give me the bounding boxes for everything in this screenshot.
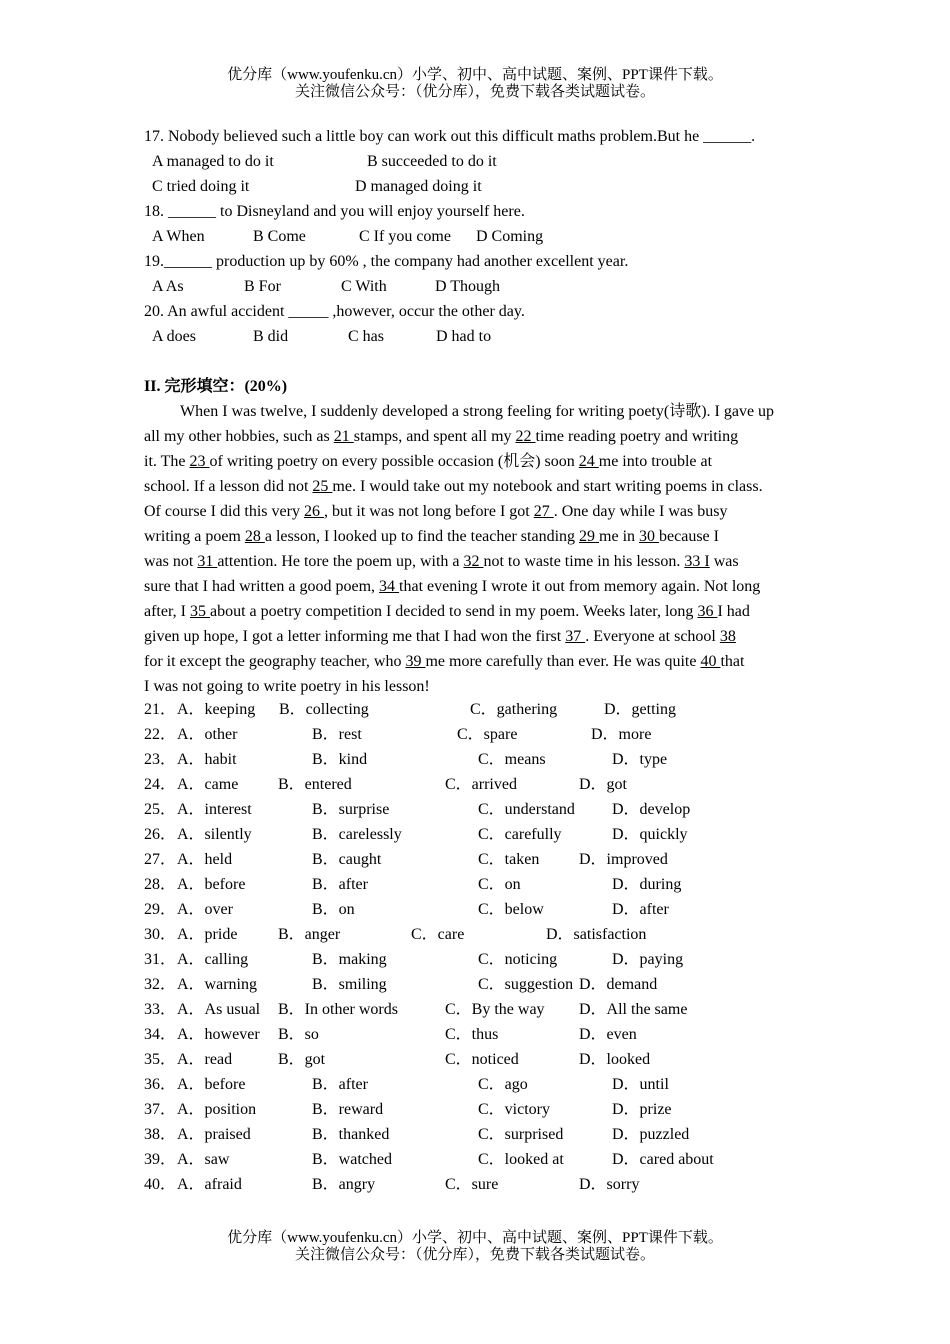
option-d: D．demand bbox=[579, 976, 658, 993]
blank-34: 34 bbox=[379, 578, 400, 595]
q20-option-d: D had to bbox=[436, 328, 492, 345]
q18-option-a: A When bbox=[152, 228, 205, 245]
option-d: D．All the same bbox=[579, 1001, 688, 1018]
option-b: B．got bbox=[278, 1051, 326, 1068]
option-a: A．other bbox=[177, 726, 238, 743]
option-b: B．making bbox=[312, 951, 387, 968]
option-b: B．so bbox=[278, 1026, 319, 1043]
header-line-1: 优分库（www.youfenku.cn）小学、初中、高中试题、案例、PPT课件下载。 bbox=[227, 67, 723, 83]
option-number: 39． bbox=[144, 1151, 177, 1168]
option-row bbox=[144, 775, 864, 795]
passage-line-9: after, I 35 about a poetry competition I decided to send in my poem. Weeks later, long 36 I had bbox=[144, 603, 750, 620]
option-c: C．gathering bbox=[470, 701, 558, 718]
blank-31: 31 bbox=[197, 553, 218, 570]
option-d: D．getting bbox=[604, 701, 676, 718]
option-row bbox=[144, 925, 864, 945]
option-row bbox=[144, 1125, 864, 1145]
option-a: A．habit bbox=[177, 751, 237, 768]
option-row bbox=[144, 1175, 864, 1195]
blank-37: 37 bbox=[565, 628, 586, 645]
option-row bbox=[144, 725, 864, 745]
option-d: D．even bbox=[579, 1026, 637, 1043]
option-a: A．held bbox=[177, 851, 233, 868]
option-number: 34． bbox=[144, 1026, 177, 1043]
option-a: A．interest bbox=[177, 801, 252, 818]
option-number: 31． bbox=[144, 951, 177, 968]
option-a: A．before bbox=[177, 876, 246, 893]
q17-option-c: C tried doing it bbox=[152, 178, 250, 195]
page-header bbox=[0, 67, 950, 101]
blank-39: 39 bbox=[405, 653, 426, 670]
option-a: A．saw bbox=[177, 1151, 230, 1168]
q19-option-b: B For bbox=[244, 278, 281, 295]
option-c: C．care bbox=[411, 926, 465, 943]
passage-line-4: school. If a lesson did not 25 me. I would take out my notebook and start writing poems in class. bbox=[144, 478, 763, 495]
option-c: C．noticed bbox=[445, 1051, 519, 1068]
option-b: B．anger bbox=[278, 926, 341, 943]
option-row bbox=[144, 900, 864, 920]
q17-option-d: D managed doing it bbox=[355, 178, 482, 195]
option-row bbox=[144, 1100, 864, 1120]
option-number: 23． bbox=[144, 751, 177, 768]
option-d: D．satisfaction bbox=[546, 926, 647, 943]
option-c: C．carefully bbox=[478, 826, 562, 843]
option-d: D．sorry bbox=[579, 1176, 640, 1193]
option-number: 36． bbox=[144, 1076, 177, 1093]
option-row bbox=[144, 700, 864, 720]
option-number: 28． bbox=[144, 876, 177, 893]
passage-line-8: sure that I had written a good poem, 34 that evening I wrote it out from memory again. Not long bbox=[144, 578, 761, 595]
option-a: A．keeping bbox=[177, 701, 256, 718]
q19-option-a: A As bbox=[152, 278, 184, 295]
option-c: C．victory bbox=[478, 1101, 550, 1118]
option-row bbox=[144, 950, 864, 970]
option-number: 24． bbox=[144, 776, 177, 793]
option-a: A．over bbox=[177, 901, 233, 918]
option-b: B．angry bbox=[312, 1176, 376, 1193]
option-c: C．suggestion bbox=[478, 976, 574, 993]
passage-line-10: given up hope, I got a letter informing me that I had won the first 37 . Everyone at school 38 bbox=[144, 628, 736, 645]
option-b: B．carelessly bbox=[312, 826, 402, 843]
option-a: A．calling bbox=[177, 951, 249, 968]
option-d: D．during bbox=[612, 876, 682, 893]
option-d: D．type bbox=[612, 751, 668, 768]
option-b: B．thanked bbox=[312, 1126, 390, 1143]
q17-option-b: B succeeded to do it bbox=[367, 153, 497, 170]
passage-line-6: writing a poem 28 a lesson, I looked up to find the teacher standing 29 me in 30 because I bbox=[144, 528, 719, 545]
option-d: D．improved bbox=[579, 851, 668, 868]
option-number: 35． bbox=[144, 1051, 177, 1068]
blank-25: 25 bbox=[312, 478, 333, 495]
option-number: 33． bbox=[144, 1001, 177, 1018]
q20-option-a: A does bbox=[152, 328, 196, 345]
option-row bbox=[144, 800, 864, 820]
q19-stem: 19.______ production up by 60% , the company had another excellent year. bbox=[144, 253, 629, 270]
option-a: A．warning bbox=[177, 976, 257, 993]
option-row bbox=[144, 1150, 864, 1170]
option-c: C．surprised bbox=[478, 1126, 564, 1143]
footer-line-1: 优分库（www.youfenku.cn）小学、初中、高中试题、案例、PPT课件下载。 bbox=[227, 1230, 723, 1246]
page-footer bbox=[0, 1230, 950, 1264]
option-c: C．taken bbox=[478, 851, 540, 868]
passage-line-12: I was not going to write poetry in his lesson! bbox=[144, 678, 430, 695]
passage-line-7: was not 31 attention. He tore the poem up, with a 32 not to waste time in his lesson. 33 I was bbox=[144, 553, 739, 570]
option-c: C．thus bbox=[445, 1026, 499, 1043]
option-d: D．develop bbox=[612, 801, 691, 818]
option-a: A．read bbox=[177, 1051, 233, 1068]
option-c: C．means bbox=[478, 751, 546, 768]
option-a: A．came bbox=[177, 776, 239, 793]
blank-33: 33 I bbox=[684, 553, 710, 570]
passage-line-2: all my other hobbies, such as 21 stamps, and spent all my 22 time reading poetry and writing bbox=[144, 428, 739, 445]
option-row bbox=[144, 1050, 864, 1070]
option-b: B．kind bbox=[312, 751, 368, 768]
blank-23: 23 bbox=[189, 453, 210, 470]
option-b: B．on bbox=[312, 901, 355, 918]
option-d: D．paying bbox=[612, 951, 684, 968]
option-a: A．before bbox=[177, 1076, 246, 1093]
blank-36: 36 bbox=[697, 603, 718, 620]
option-b: B．surprise bbox=[312, 801, 390, 818]
option-b: B．caught bbox=[312, 851, 382, 868]
blank-22: 22 bbox=[515, 428, 536, 445]
option-b: B．reward bbox=[312, 1101, 384, 1118]
option-d: D．looked bbox=[579, 1051, 651, 1068]
option-a: A．position bbox=[177, 1101, 257, 1118]
blank-32: 32 bbox=[463, 553, 484, 570]
option-number: 26． bbox=[144, 826, 177, 843]
blank-29: 29 bbox=[579, 528, 600, 545]
blank-30: 30 bbox=[639, 528, 660, 545]
q17-stem: 17. Nobody believed such a little boy can work out this difficult maths problem.But he ______. bbox=[144, 128, 756, 145]
option-c: C．arrived bbox=[445, 776, 517, 793]
option-c: C．By the way bbox=[445, 1001, 545, 1018]
option-a: A．however bbox=[177, 1026, 260, 1043]
passage-line-5: Of course I did this very 26 , but it was not long before I got 27 . One day while I was busy bbox=[144, 503, 728, 520]
option-a: A．afraid bbox=[177, 1176, 242, 1193]
option-number: 30． bbox=[144, 926, 177, 943]
option-a: A．praised bbox=[177, 1126, 251, 1143]
option-d: D．prize bbox=[612, 1101, 672, 1118]
option-d: D．cared about bbox=[612, 1151, 714, 1168]
passage-line-3: it. The 23 of writing poetry on every possible occasion (机会) soon 24 me into trouble at bbox=[144, 453, 713, 470]
option-row bbox=[144, 825, 864, 845]
q20-option-c: C has bbox=[348, 328, 384, 345]
passage-line-1: When I was twelve, I suddenly developed a strong feeling for writing poety(诗歌). I gave up bbox=[180, 403, 775, 420]
option-a: A．pride bbox=[177, 926, 238, 943]
option-d: D．after bbox=[612, 901, 669, 918]
option-row bbox=[144, 975, 864, 995]
q20-option-b: B did bbox=[253, 328, 289, 345]
q19-option-d: D Though bbox=[435, 278, 501, 295]
option-row bbox=[144, 1000, 864, 1020]
q18-option-c: C If you come bbox=[359, 228, 451, 245]
option-d: D．got bbox=[579, 776, 628, 793]
option-b: B．entered bbox=[278, 776, 352, 793]
footer-line-2: 关注微信公众号：（优分库），免费下载各类试题试卷。 bbox=[294, 1247, 655, 1263]
blank-35: 35 bbox=[190, 603, 210, 620]
option-number: 29． bbox=[144, 901, 177, 918]
option-b: B．after bbox=[312, 876, 368, 893]
blank-38: 38 bbox=[719, 628, 736, 645]
passage-line-11: for it except the geography teacher, who 39 me more carefully than ever. He was quite 40 that bbox=[144, 653, 745, 670]
option-number: 38． bbox=[144, 1126, 177, 1143]
option-number: 22． bbox=[144, 726, 177, 743]
q20-stem: 20. An awful accident _____ ,however, occur the other day. bbox=[144, 303, 525, 320]
option-d: D．until bbox=[612, 1076, 669, 1093]
q17-option-a: A managed to do it bbox=[152, 153, 274, 170]
option-number: 32． bbox=[144, 976, 177, 993]
q18-option-b: B Come bbox=[253, 228, 306, 245]
option-a: A．silently bbox=[177, 826, 252, 843]
option-number: 27． bbox=[144, 851, 177, 868]
option-c: C．noticing bbox=[478, 951, 558, 968]
option-d: D．quickly bbox=[612, 826, 688, 843]
section-title: II. 完形填空：(20%) bbox=[144, 378, 288, 395]
q18-stem: 18. ______ to Disneyland and you will enjoy yourself here. bbox=[144, 203, 525, 220]
option-c: C．below bbox=[478, 901, 544, 918]
option-number: 37． bbox=[144, 1101, 177, 1118]
option-b: B．after bbox=[312, 1076, 368, 1093]
option-b: B．watched bbox=[312, 1151, 392, 1168]
option-c: C．looked at bbox=[478, 1151, 564, 1168]
option-b: B．rest bbox=[312, 726, 362, 743]
option-d: D．puzzled bbox=[612, 1126, 690, 1143]
blank-27: 27 bbox=[533, 503, 554, 520]
option-b: B．collecting bbox=[279, 701, 369, 718]
option-number: 25． bbox=[144, 801, 177, 818]
option-c: C．ago bbox=[478, 1076, 528, 1093]
option-c: C．sure bbox=[445, 1176, 499, 1193]
header-line-2: 关注微信公众号：（优分库），免费下载各类试题试卷。 bbox=[294, 84, 655, 100]
option-d: D．more bbox=[591, 726, 652, 743]
option-b: B．smiling bbox=[312, 976, 387, 993]
blank-21: 21 bbox=[333, 428, 354, 445]
option-c: C．spare bbox=[457, 726, 518, 743]
option-c: C．understand bbox=[478, 801, 575, 818]
blank-28: 28 bbox=[244, 528, 265, 545]
option-number: 21． bbox=[144, 701, 177, 718]
option-row bbox=[144, 1025, 864, 1045]
option-row bbox=[144, 850, 864, 870]
blank-26: 26 bbox=[303, 503, 324, 520]
option-row bbox=[144, 1075, 864, 1095]
q19-option-c: C With bbox=[341, 278, 387, 295]
option-number: 40． bbox=[144, 1176, 177, 1193]
q18-option-d: D Coming bbox=[476, 228, 544, 245]
option-row bbox=[144, 750, 864, 770]
option-c: C．on bbox=[478, 876, 521, 893]
option-b: B．In other words bbox=[278, 1001, 398, 1018]
blank-24: 24 bbox=[578, 453, 599, 470]
blank-40: 40 bbox=[700, 653, 721, 670]
option-row bbox=[144, 875, 864, 895]
option-a: A．As usual bbox=[177, 1001, 261, 1018]
